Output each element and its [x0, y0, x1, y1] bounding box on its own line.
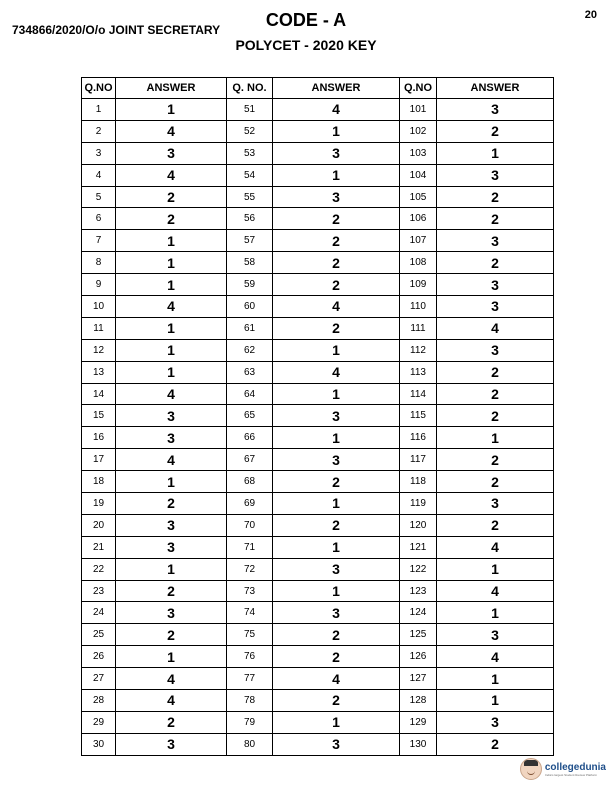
answer-cell: 2 [116, 624, 227, 646]
answer-cell: 4 [437, 580, 554, 602]
question-number-cell: 124 [400, 602, 437, 624]
column-header-answer: ANSWER [273, 78, 400, 99]
question-number-cell: 57 [227, 230, 273, 252]
question-number-cell: 105 [400, 186, 437, 208]
answer-cell: 2 [437, 405, 554, 427]
answer-cell: 2 [273, 208, 400, 230]
question-number-cell: 1 [82, 99, 116, 121]
column-header-qno: Q.NO [82, 78, 116, 99]
question-number-cell: 65 [227, 405, 273, 427]
answer-cell: 1 [116, 230, 227, 252]
answer-cell: 1 [437, 142, 554, 164]
answer-cell: 3 [273, 449, 400, 471]
table-row [82, 383, 554, 405]
answer-cell: 1 [116, 317, 227, 339]
question-number-cell: 125 [400, 624, 437, 646]
question-number-cell: 52 [227, 120, 273, 142]
watermark-brand: collegedunia [544, 761, 606, 773]
answer-cell: 2 [437, 186, 554, 208]
question-number-cell: 113 [400, 361, 437, 383]
answer-cell: 1 [273, 427, 400, 449]
question-number-cell: 119 [400, 493, 437, 515]
answer-cell: 1 [116, 471, 227, 493]
question-number-cell: 24 [82, 602, 116, 624]
question-number-cell: 104 [400, 164, 437, 186]
document-title: POLYCET - 2020 KEY [235, 37, 377, 53]
answer-cell: 2 [437, 733, 554, 755]
answer-cell: 2 [437, 252, 554, 274]
question-number-cell: 72 [227, 558, 273, 580]
table-header-row [82, 78, 554, 99]
answer-cell: 3 [273, 186, 400, 208]
table-row [82, 514, 554, 536]
question-number-cell: 12 [82, 339, 116, 361]
answer-cell: 1 [273, 493, 400, 515]
answer-cell: 4 [116, 120, 227, 142]
question-number-cell: 63 [227, 361, 273, 383]
answer-cell: 3 [437, 99, 554, 121]
answer-cell: 2 [437, 361, 554, 383]
question-number-cell: 18 [82, 471, 116, 493]
answer-cell: 2 [437, 449, 554, 471]
question-number-cell: 66 [227, 427, 273, 449]
table-row [82, 580, 554, 602]
answer-cell: 3 [116, 514, 227, 536]
question-number-cell: 110 [400, 296, 437, 318]
question-number-cell: 123 [400, 580, 437, 602]
answer-cell: 1 [116, 274, 227, 296]
exam-code-heading: CODE - A [265, 10, 347, 30]
column-header-answer: ANSWER [437, 78, 554, 99]
answer-cell: 1 [116, 99, 227, 121]
question-number-cell: 25 [82, 624, 116, 646]
question-number-cell: 62 [227, 339, 273, 361]
answer-cell: 3 [273, 733, 400, 755]
question-number-cell: 54 [227, 164, 273, 186]
table-row [82, 536, 554, 558]
answer-cell: 2 [273, 646, 400, 668]
answer-cell: 2 [437, 208, 554, 230]
table-row [82, 208, 554, 230]
question-number-cell: 27 [82, 668, 116, 690]
watermark-tagline: India's largest Student Review Platform [544, 772, 598, 777]
question-number-cell: 6 [82, 208, 116, 230]
answer-cell: 1 [437, 427, 554, 449]
answer-cell: 4 [273, 99, 400, 121]
answer-cell: 1 [116, 558, 227, 580]
answer-cell: 2 [116, 711, 227, 733]
question-number-cell: 78 [227, 690, 273, 712]
question-number-cell: 68 [227, 471, 273, 493]
answer-cell: 4 [273, 296, 400, 318]
table-row [82, 230, 554, 252]
answer-cell: 4 [437, 536, 554, 558]
answer-cell: 4 [116, 690, 227, 712]
answer-cell: 3 [116, 405, 227, 427]
answer-cell: 1 [273, 383, 400, 405]
question-number-cell: 71 [227, 536, 273, 558]
document-reference: 734866/2020/O/o JOINT SECRETARY [12, 23, 221, 37]
answer-cell: 3 [116, 602, 227, 624]
question-number-cell: 70 [227, 514, 273, 536]
answer-cell: 1 [437, 602, 554, 624]
question-number-cell: 19 [82, 493, 116, 515]
answer-cell: 2 [437, 471, 554, 493]
answer-cell: 1 [273, 120, 400, 142]
answer-cell: 1 [116, 361, 227, 383]
answer-cell: 4 [116, 449, 227, 471]
answer-cell: 2 [273, 471, 400, 493]
table-row [82, 733, 554, 755]
question-number-cell: 22 [82, 558, 116, 580]
question-number-cell: 114 [400, 383, 437, 405]
answer-cell: 2 [273, 514, 400, 536]
question-number-cell: 120 [400, 514, 437, 536]
table-row [82, 274, 554, 296]
question-number-cell: 5 [82, 186, 116, 208]
question-number-cell: 11 [82, 317, 116, 339]
table-row [82, 99, 554, 121]
answer-cell: 2 [437, 514, 554, 536]
table-row [82, 558, 554, 580]
answer-cell: 4 [437, 317, 554, 339]
question-number-cell: 30 [82, 733, 116, 755]
table-row [82, 690, 554, 712]
table-row [82, 624, 554, 646]
table-row [82, 405, 554, 427]
question-number-cell: 74 [227, 602, 273, 624]
answer-cell: 3 [116, 142, 227, 164]
column-header-qno: Q. NO. [227, 78, 273, 99]
answer-cell: 3 [273, 558, 400, 580]
answer-cell: 3 [437, 339, 554, 361]
question-number-cell: 23 [82, 580, 116, 602]
question-number-cell: 28 [82, 690, 116, 712]
question-number-cell: 109 [400, 274, 437, 296]
answer-cell: 2 [273, 690, 400, 712]
question-number-cell: 14 [82, 383, 116, 405]
question-number-cell: 67 [227, 449, 273, 471]
question-number-cell: 4 [82, 164, 116, 186]
question-number-cell: 16 [82, 427, 116, 449]
question-number-cell: 29 [82, 711, 116, 733]
question-number-cell: 117 [400, 449, 437, 471]
question-number-cell: 79 [227, 711, 273, 733]
table-row [82, 120, 554, 142]
question-number-cell: 17 [82, 449, 116, 471]
question-number-cell: 107 [400, 230, 437, 252]
question-number-cell: 21 [82, 536, 116, 558]
answer-cell: 4 [116, 296, 227, 318]
answer-cell: 4 [273, 668, 400, 690]
answer-cell: 3 [437, 493, 554, 515]
question-number-cell: 69 [227, 493, 273, 515]
answer-cell: 3 [273, 602, 400, 624]
answer-cell: 3 [437, 230, 554, 252]
question-number-cell: 20 [82, 514, 116, 536]
answer-cell: 2 [116, 580, 227, 602]
table-row [82, 339, 554, 361]
table-row [82, 252, 554, 274]
answer-cell: 2 [273, 230, 400, 252]
table-row [82, 493, 554, 515]
question-number-cell: 122 [400, 558, 437, 580]
question-number-cell: 76 [227, 646, 273, 668]
answer-cell: 3 [437, 164, 554, 186]
question-number-cell: 10 [82, 296, 116, 318]
column-header-qno: Q.NO [400, 78, 437, 99]
answer-cell: 1 [437, 558, 554, 580]
answer-cell: 2 [273, 274, 400, 296]
answer-cell: 2 [116, 186, 227, 208]
question-number-cell: 106 [400, 208, 437, 230]
answer-cell: 4 [273, 361, 400, 383]
page-number: 20 [584, 9, 597, 21]
question-number-cell: 8 [82, 252, 116, 274]
question-number-cell: 56 [227, 208, 273, 230]
table-row [82, 317, 554, 339]
question-number-cell: 26 [82, 646, 116, 668]
question-number-cell: 102 [400, 120, 437, 142]
answer-cell: 2 [437, 120, 554, 142]
answer-cell: 3 [273, 142, 400, 164]
table-row [82, 711, 554, 733]
answer-cell: 3 [437, 624, 554, 646]
answer-cell: 1 [273, 580, 400, 602]
question-number-cell: 53 [227, 142, 273, 164]
question-number-cell: 130 [400, 733, 437, 755]
question-number-cell: 116 [400, 427, 437, 449]
question-number-cell: 73 [227, 580, 273, 602]
question-number-cell: 77 [227, 668, 273, 690]
answer-cell: 3 [116, 536, 227, 558]
question-number-cell: 64 [227, 383, 273, 405]
answer-key-body [82, 99, 554, 756]
question-number-cell: 128 [400, 690, 437, 712]
table-row [82, 668, 554, 690]
question-number-cell: 127 [400, 668, 437, 690]
question-number-cell: 111 [400, 317, 437, 339]
question-number-cell: 55 [227, 186, 273, 208]
question-number-cell: 2 [82, 120, 116, 142]
watermark [520, 758, 606, 780]
answer-cell: 2 [437, 383, 554, 405]
answer-cell: 1 [437, 690, 554, 712]
answer-cell: 2 [273, 624, 400, 646]
question-number-cell: 118 [400, 471, 437, 493]
table-row [82, 427, 554, 449]
table-row [82, 646, 554, 668]
question-number-cell: 58 [227, 252, 273, 274]
question-number-cell: 51 [227, 99, 273, 121]
answer-cell: 4 [116, 383, 227, 405]
column-header-answer: ANSWER [116, 78, 227, 99]
answer-cell: 1 [116, 252, 227, 274]
answer-cell: 1 [273, 164, 400, 186]
question-number-cell: 101 [400, 99, 437, 121]
question-number-cell: 9 [82, 274, 116, 296]
answer-cell: 4 [116, 668, 227, 690]
question-number-cell: 15 [82, 405, 116, 427]
answer-cell: 1 [273, 711, 400, 733]
table-row [82, 164, 554, 186]
answer-cell: 2 [116, 493, 227, 515]
answer-cell: 1 [116, 339, 227, 361]
table-row [82, 186, 554, 208]
answer-cell: 2 [273, 252, 400, 274]
question-number-cell: 126 [400, 646, 437, 668]
answer-cell: 4 [437, 646, 554, 668]
question-number-cell: 80 [227, 733, 273, 755]
answer-cell: 3 [437, 711, 554, 733]
table-row [82, 142, 554, 164]
question-number-cell: 59 [227, 274, 273, 296]
question-number-cell: 115 [400, 405, 437, 427]
question-number-cell: 108 [400, 252, 437, 274]
answer-cell: 4 [116, 164, 227, 186]
answer-cell: 3 [273, 405, 400, 427]
answer-cell: 1 [437, 668, 554, 690]
table-row [82, 471, 554, 493]
question-number-cell: 121 [400, 536, 437, 558]
answer-cell: 1 [116, 646, 227, 668]
answer-cell: 3 [116, 427, 227, 449]
question-number-cell: 112 [400, 339, 437, 361]
question-number-cell: 61 [227, 317, 273, 339]
question-number-cell: 60 [227, 296, 273, 318]
answer-cell: 2 [273, 317, 400, 339]
question-number-cell: 103 [400, 142, 437, 164]
answer-cell: 3 [437, 274, 554, 296]
table-row [82, 449, 554, 471]
mascot-logo-icon [520, 758, 542, 780]
table-row [82, 296, 554, 318]
answer-cell: 3 [116, 733, 227, 755]
answer-cell: 1 [273, 536, 400, 558]
question-number-cell: 75 [227, 624, 273, 646]
question-number-cell: 129 [400, 711, 437, 733]
question-number-cell: 7 [82, 230, 116, 252]
question-number-cell: 13 [82, 361, 116, 383]
answer-key-table [81, 77, 554, 756]
question-number-cell: 3 [82, 142, 116, 164]
table-row [82, 602, 554, 624]
answer-cell: 2 [116, 208, 227, 230]
table-row [82, 361, 554, 383]
answer-cell: 3 [437, 296, 554, 318]
answer-cell: 1 [273, 339, 400, 361]
